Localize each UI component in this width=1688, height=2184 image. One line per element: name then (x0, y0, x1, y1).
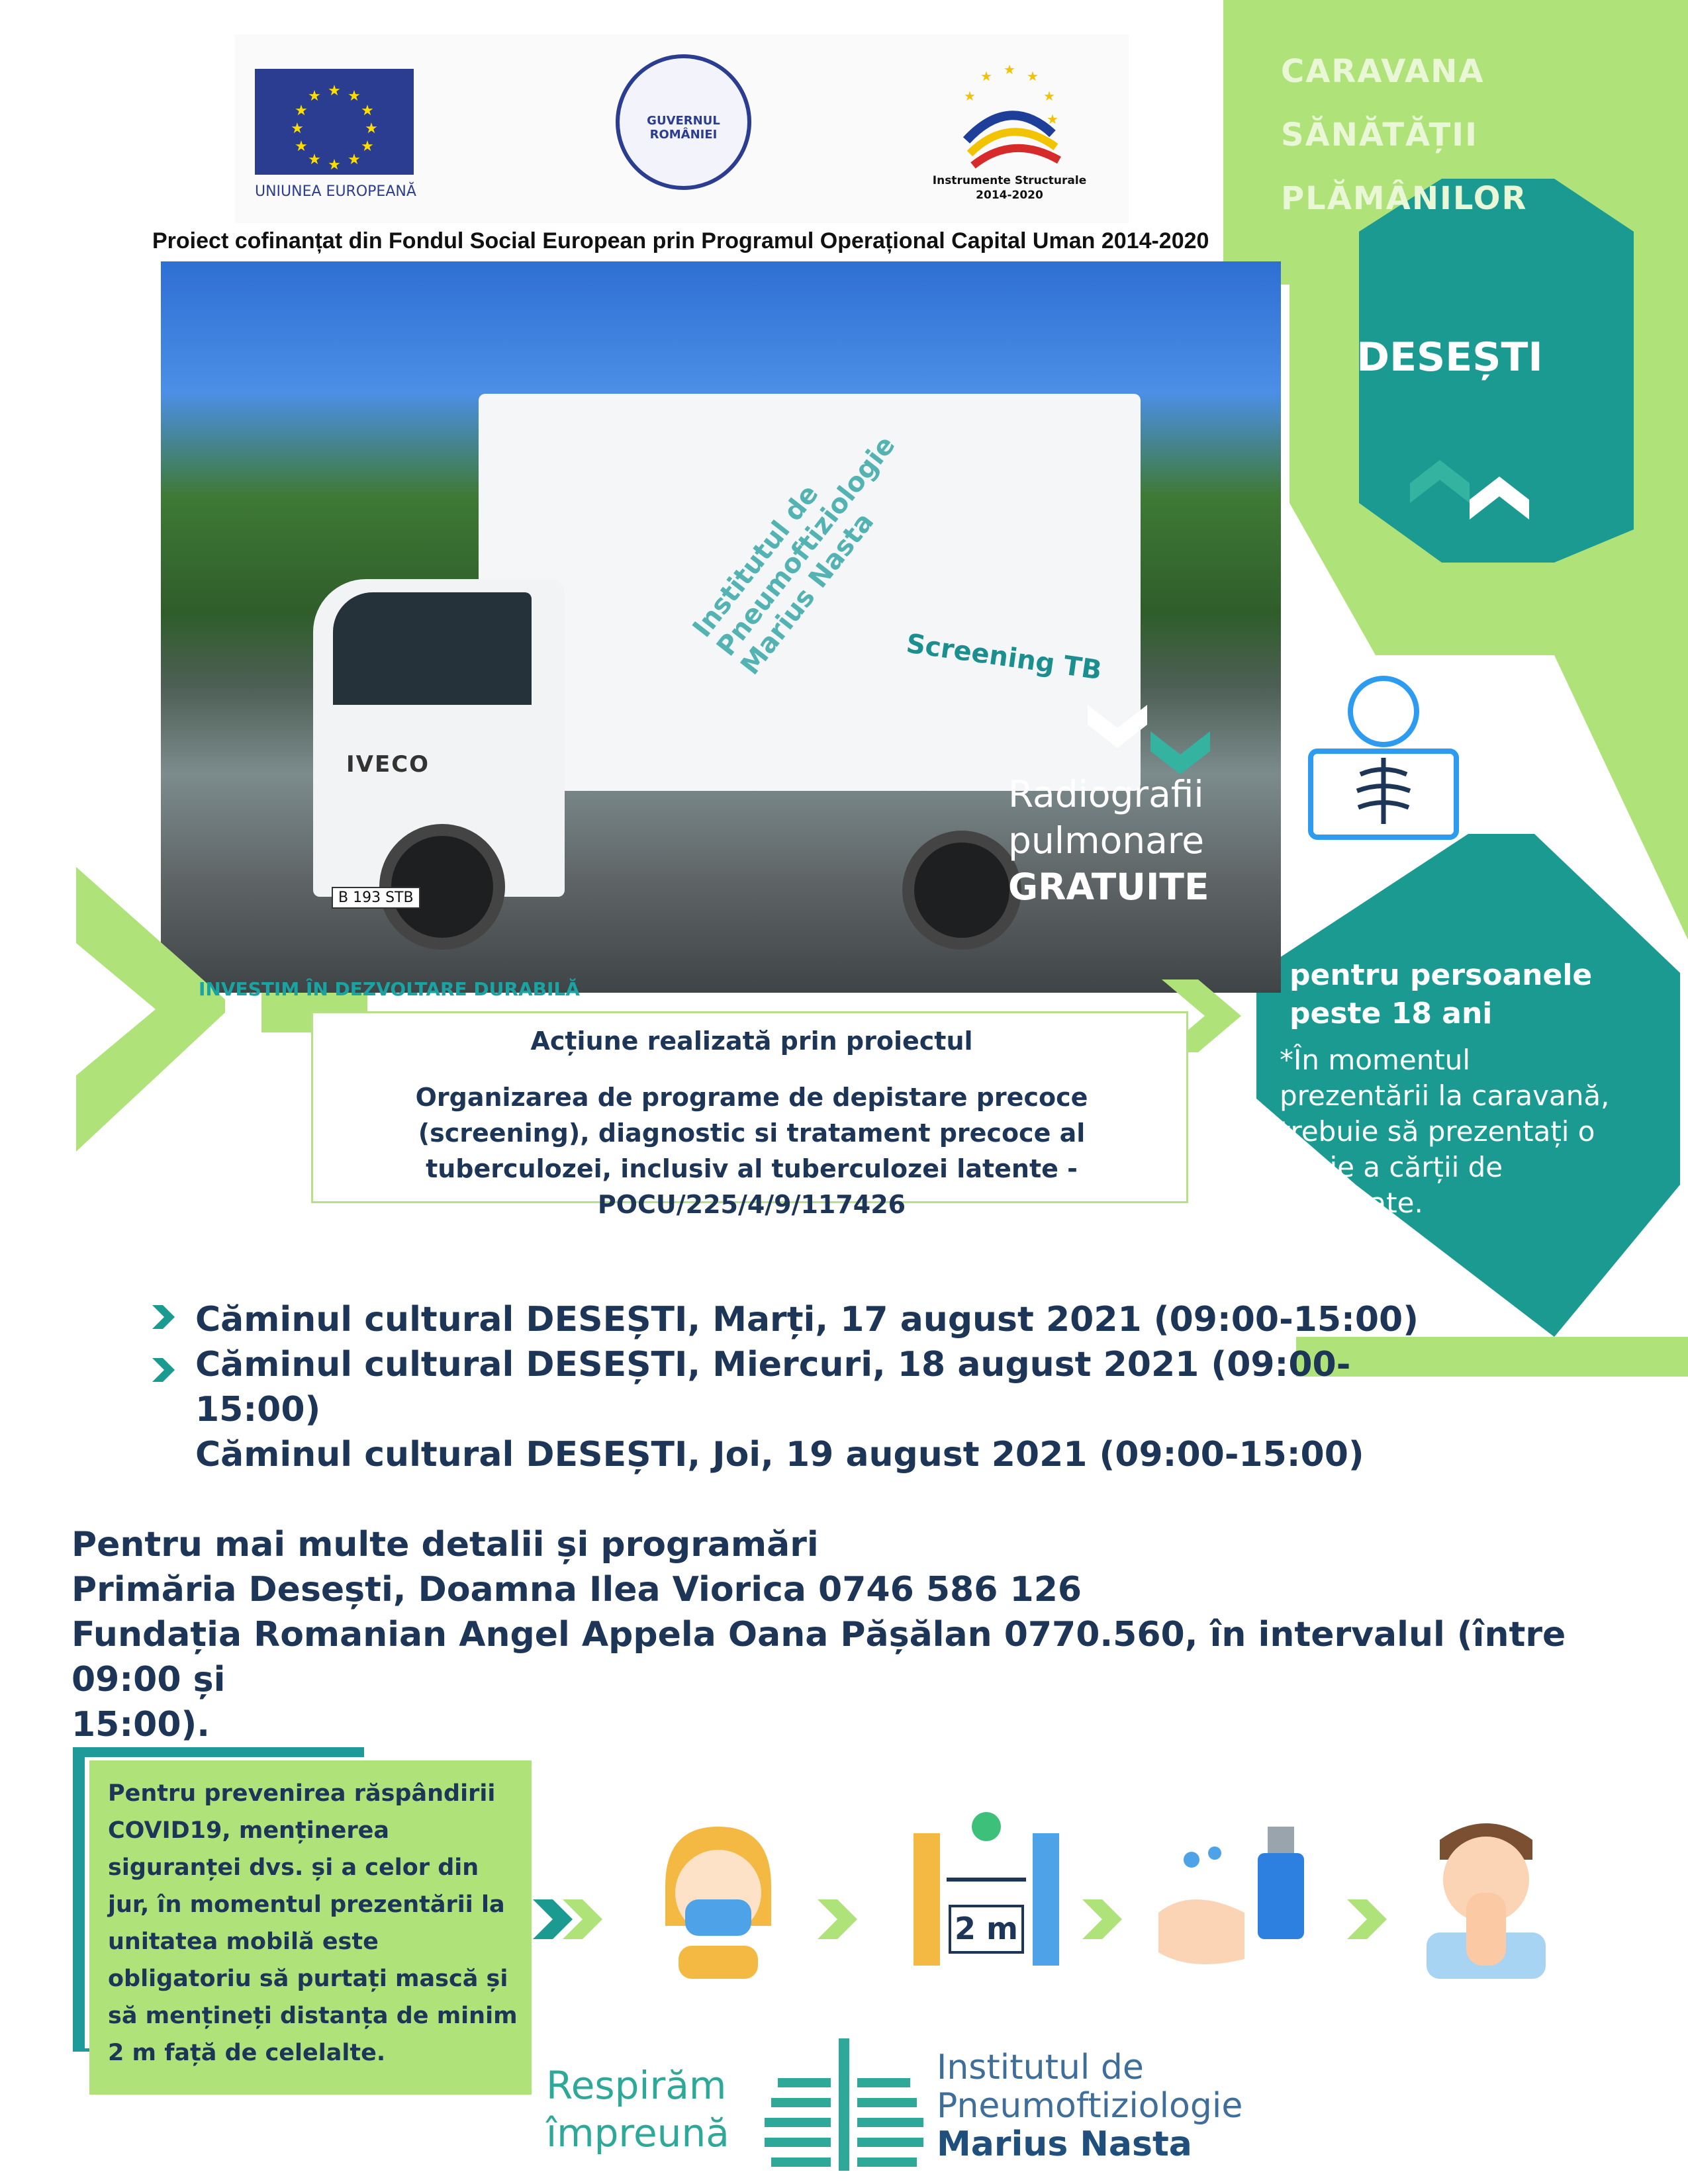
step-arrow-icon (533, 1899, 573, 1939)
respiram-impreuna-logo (546, 2062, 745, 2157)
resp-line1: Respirăm (546, 2063, 727, 2108)
gov-seal-text: GUVERNUL ROMÂNIEI (647, 114, 720, 142)
face-mask-icon (639, 1813, 791, 1979)
contact-info (71, 1522, 1660, 1747)
xray-icon (1304, 665, 1463, 844)
caravana-line2: SĂNĂTĂȚII (1281, 116, 1478, 154)
persons-line2: peste 18 ani (1289, 997, 1493, 1030)
caravana-line3: PLĂMÂNILOR (1281, 180, 1528, 217)
eu-label: UNIUNEA EUROPEANĂ (255, 183, 416, 200)
step-arrow-icon (1347, 1899, 1387, 1939)
svg-text:★: ★ (328, 157, 341, 173)
caravana-title (1281, 40, 1652, 230)
svg-text:★: ★ (361, 103, 374, 119)
action-title: Acțiune realizată prin proiectul (530, 1026, 973, 1056)
social-distance-icon (907, 1807, 1066, 1979)
svg-text:★: ★ (348, 88, 361, 105)
funding-line: Proiect cofinanțat din Fondul Social European prin Programul Operațional Capital Uman 2014-2020 (152, 228, 1209, 253)
schedule-list (195, 1297, 1453, 1477)
institute-logo (937, 2048, 1334, 2163)
inst-line3: Marius Nasta (937, 2124, 1192, 2164)
contact-line: Primăria Desești, Doamna Ilea Viorica 0746 586 126 (71, 1570, 1082, 1610)
svg-text:★: ★ (1043, 88, 1055, 104)
bullet-chevron-icon (152, 1358, 175, 1382)
bullet-chevron-icon (152, 1305, 175, 1329)
covid-text: Pentru prevenirea răspândirii COVID19, menținerea siguranței dvs. și a celor din jur, în momentul prezentării la unitatea mobilă este obligatoriu să purtați mască și să mențineți distanța de minim 2 m față de celelalte. (108, 1780, 518, 2066)
inst-line2: Pneumoftiziologie (937, 2086, 1243, 2126)
svg-text:★: ★ (295, 138, 308, 155)
distance-label: 2 m (955, 1911, 1018, 1946)
schedule-item: Căminul cultural DESEȘTI, Marți, 17 august 2021 (09:00-15:00) (195, 1300, 1419, 1340)
truck-plate: B 193 STB (332, 887, 420, 909)
rad-line1: Radiografii (1008, 773, 1204, 815)
svg-text:★: ★ (361, 138, 374, 155)
chevron-up-icon (1410, 450, 1536, 523)
eu-flag-icon (255, 69, 414, 175)
truck-screening-label: Screening TB (904, 628, 1104, 686)
contact-line: 15:00). (71, 1705, 211, 1745)
svg-text:★: ★ (308, 88, 321, 105)
truck-windshield (333, 592, 532, 705)
is-label-line2: 2014-2020 (976, 189, 1043, 202)
schedule-item: Căminul cultural DESEȘTI, Joi, 19 august 2021 (09:00-15:00) (195, 1435, 1364, 1475)
step-arrow-icon (1082, 1899, 1122, 1939)
lungs-logo-icon (765, 2038, 923, 2177)
location-title: DESEȘTI (1356, 334, 1543, 381)
resp-line2: împreună (546, 2111, 729, 2156)
svg-text:★: ★ (1047, 111, 1058, 127)
svg-text:★: ★ (291, 120, 304, 137)
svg-text:★: ★ (1027, 68, 1039, 84)
svg-text:★: ★ (348, 152, 361, 168)
logo-strip (235, 34, 1129, 223)
action-body: Organizarea de programe de depistare precoce (screening), diagnostic si tratament precoce al tuberculozei, inclusiv al tuberculozei latente - POCU/225/4/9/117426 (415, 1083, 1088, 1219)
svg-text:★: ★ (964, 88, 976, 104)
svg-text:★: ★ (308, 152, 321, 168)
contact-line: Fundația Romanian Angel Appela Oana Pășălan 0770.560, în intervalul (între 09:00 și (71, 1615, 1566, 1700)
schedule-item: Căminul cultural DESEȘTI, Miercuri, 18 august 2021 (09:00-15:00) (195, 1345, 1351, 1430)
svg-text:★: ★ (365, 120, 378, 137)
project-action-box (311, 1011, 1188, 1219)
schedule-bullets (152, 1305, 179, 1398)
age-requirement (1289, 956, 1607, 1033)
truck-institute-label: Institutul de Pneumoftiziologie Marius Nasta (686, 430, 902, 681)
svg-text:★: ★ (980, 68, 992, 84)
cough-cover-icon (1413, 1807, 1559, 1979)
inst-line1: Institutul de (937, 2048, 1144, 2087)
step-arrow-icon (818, 1899, 857, 1939)
contact-line: Pentru mai multe detalii și programări (71, 1525, 819, 1565)
truck-wheel-rear (902, 831, 1021, 950)
svg-text:★: ★ (328, 83, 341, 99)
caravana-line1: CARAVANA (1281, 53, 1485, 90)
is-label-line1: Instrumente Structurale (932, 174, 1087, 187)
government-seal-icon (616, 54, 751, 190)
svg-text:★: ★ (295, 103, 308, 119)
persons-line1: pentru persoanele (1289, 958, 1593, 992)
free-xray-label (1008, 771, 1273, 910)
id-note: *În momentul prezentării la caravană, trebuie să prezentați o copie a cărții de identitate. (1280, 1044, 1610, 1219)
svg-text:★: ★ (1004, 62, 1015, 77)
hand-wash-icon (1152, 1807, 1324, 1979)
structural-instruments-label (923, 173, 1096, 203)
structural-instruments-logo-icon (947, 54, 1072, 180)
rad-line3: GRATUITE (1008, 866, 1209, 908)
covid-notice (89, 1760, 532, 2095)
rad-line2: pulmonare (1008, 819, 1205, 862)
invest-banner: INVESTIM ÎN DEZVOLTARE DURABILĂ (199, 978, 580, 1000)
truck-brand: IVECO (346, 751, 430, 778)
